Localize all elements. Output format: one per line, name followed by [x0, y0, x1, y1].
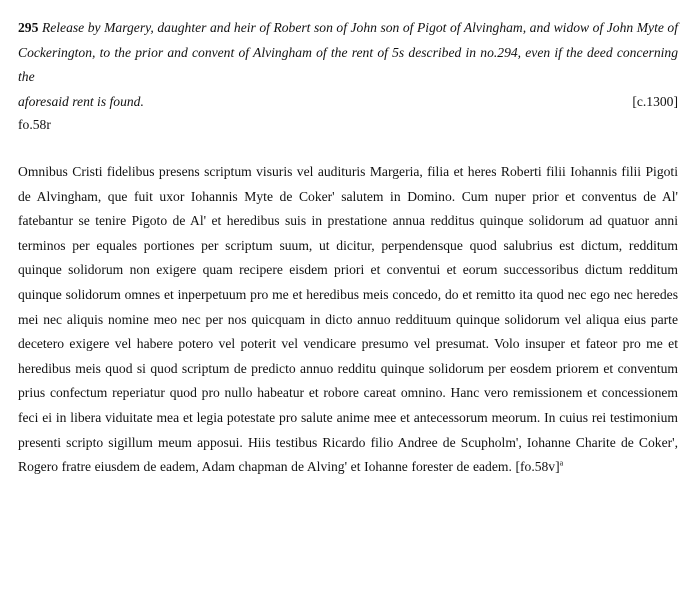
- entry-number: 295: [18, 20, 39, 35]
- entry-date: [c.1300]: [632, 93, 678, 109]
- entry-description-end: aforesaid rent is found.: [18, 93, 144, 109]
- entry-heading: [18, 16, 678, 90]
- entry-date-line: [18, 90, 678, 115]
- folio-end: [fo.58v]: [515, 459, 560, 475]
- folio-start: fo.58r: [18, 117, 51, 132]
- footnote-mark: a: [559, 458, 564, 468]
- entry-description: Release by Margery, daughter and heir of Robert son of John son of Pigot of Alvingham, and widow of John Myte of Cockerington, to the prior and convent of Alvingham of the rent of 5s described in no.294, even if the deed concerning the: [18, 20, 678, 84]
- charter-text: [18, 160, 678, 480]
- charter-body: Omnibus Cristi fidelibus presens scriptum visuris vel audituris Margeria, filia et heres Roberti filii Iohannis filii Pigoti de Alvingham, que fuit uxor Iohannis Myte de Coker' salutem in Domino. Cum nuper prior et conventus de Al' fatebantur se tenire Pigoto de Al' et heredibus suis in prestatione annua redditus quinque solidorum ad quatuor anni terminos per equales portiones per scriptum suum, ut dicitur, perpendensque quod salubrius est dictum, redditum quinque solidorum non exigere quam recipere eisdem priori et conventui et eorum successoribus dictum redditum quinque solidorum omnes et inperpetuum pro me et heredibus meis concedo, do et remitto ita quod nec ego nec heredes mei nec aliquis nomine meo nec per nos quicquam in dicto annuo reddituum quinque solidorum vel aliqua eius parte decetero exigere vel habere potero vel poterit vel vendicare presumo vel presumat. Volo insuper et fateor pro me et heredibus meis quod si quod scriptum de predicto annuo redditu quinque solidorum per eosdem priorem et conventum prius confectum reperiatur quod pro nullo habeatur et robore careat omnino. Hanc vero remissionem et concessionem feci ei in libera viduitate mea et legia potestate pro salute anime mee et antecessorum meorum. In cuius rei testimonium presenti scripto sigillum meum apposui. Hiis testibus Ricardo filio Andree de Scupholm', Iohanne Charite de Coker', Rogero fratre eiusdem de eadem, Adam chapman de Alving' et Iohanne forester de eadem.: [18, 164, 678, 475]
